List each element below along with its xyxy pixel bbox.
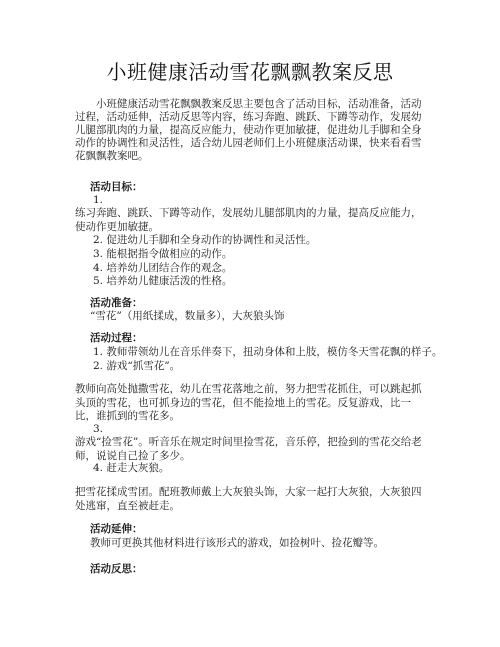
process-step-2: 2. 游戏“抓雪花”。 (93, 360, 181, 372)
process-step-3-text: 游戏“捡雪花”。听音乐在规定时间里捡雪花，音乐停，把捡到的雪花交给老师，说说自己捡了多少。 (75, 436, 422, 462)
extension-heading: 活动延伸： (90, 523, 143, 535)
goal-item-4: 4. 培养幼儿团结合作的观念。 (93, 262, 233, 274)
extension-text: 教师可更换其他材料进行该形式的游戏，如捡树叶、捡花瓣等。 (90, 537, 384, 549)
prep-text: “雪花”（用纸揉成，数量多），大灰狼头饰 (90, 310, 285, 322)
goal-item-1-number: 1. (93, 194, 104, 206)
goal-item-2: 2. 促进幼儿手脚和全身动作的协调性和灵活性。 (93, 234, 317, 246)
process-step-1: 1. 教师带领幼儿在音乐伴奏下，扭动身体和上肢，模仿冬天雪花飘的样子。 (93, 346, 443, 358)
goal-item-1-text: 练习奔跑、跳跃、下蹲等动作，发展幼儿腿部肌肉的力量，提高反应能力，使动作更加敏捷。 (75, 207, 422, 233)
reflection-heading: 活动反思： (90, 563, 143, 575)
goals-heading: 活动目标： (90, 181, 143, 193)
process-step-3-number: 3. (93, 423, 104, 435)
process-heading: 活动过程： (90, 332, 143, 344)
intro-paragraph: 小班健康活动雪花飘飘教案反思主要包含了活动目标，活动准备，活动过程，活动延伸，活动反思等内容，练习奔跑、跳跃、下蹲等动作，发展幼儿腿部肌肉的力量，提高反应能力，使动作更加敏捷，促进幼儿手脚和全身动作的协调性和灵活性，适合幼儿园老师们上小班健康活动课，快来看看雪花飘飘教案吧。 (75, 98, 422, 162)
goal-item-3: 3. 能根据指令做相应的动作。 (93, 248, 233, 260)
process-step-4: 4. 赶走大灰狼。 (93, 462, 170, 474)
document-title: 小班健康活动雪花飘飘教案反思 (106, 60, 394, 84)
prep-heading: 活动准备： (90, 297, 143, 309)
process-step-4-detail: 把雪花揉成雪团。配班教师戴上大灰狼头饰，大家一起打大灰狼，大灰狼四处逃窜，直至被赶走。 (75, 486, 422, 512)
process-step-2-detail: 教师向高处抛撒雪花，幼儿在雪花落地之前，努力把雪花抓住，可以跳起抓头顶的雪花，也可抓身边的雪花，但不能捡地上的雪花。反复游戏，比一比，谁抓到的雪花多。 (75, 383, 422, 422)
goal-item-5: 5. 培养幼儿健康活泼的性格。 (93, 275, 233, 287)
